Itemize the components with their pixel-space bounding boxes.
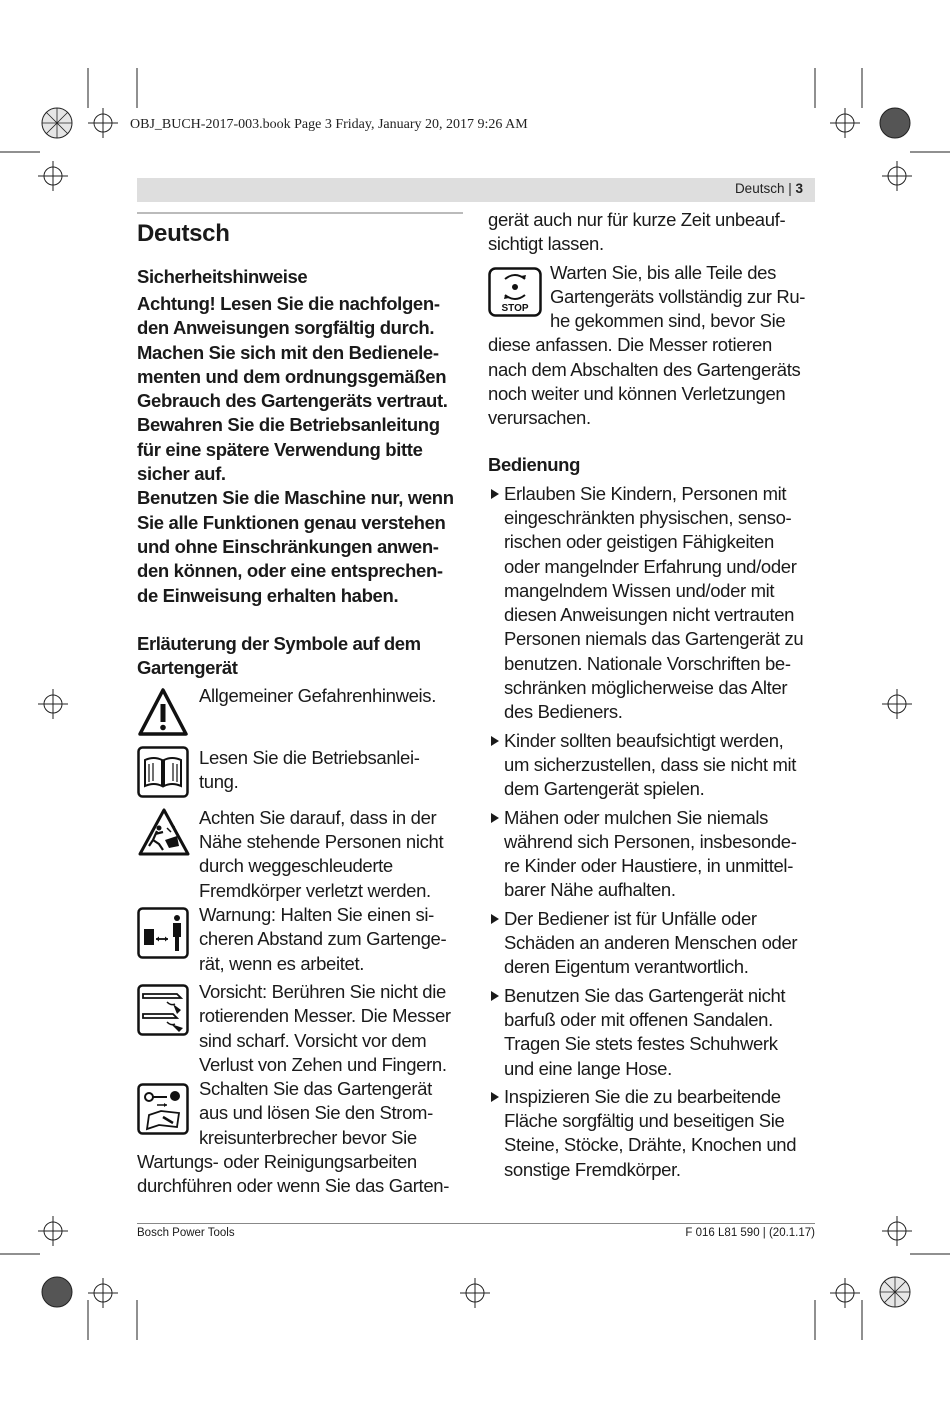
bullet-line: während sich Personen, insbesonde-: [504, 830, 797, 852]
symbol-line: Gartengeräts vollständig zur Ru-: [550, 285, 806, 307]
bullet-line: Schäden an anderen Menschen oder: [504, 932, 798, 954]
warning-line: den können, oder eine entsprechen-: [137, 560, 443, 582]
symbol-line: cheren Abstand zum Gartenge-: [199, 928, 447, 950]
bullet-line: Benutzen Sie das Gartengerät nicht: [504, 984, 786, 1006]
warning-line: Machen Sie sich mit den Bedienele-: [137, 341, 439, 363]
bullet-line: und eine lange Hose.: [504, 1057, 672, 1079]
bullet-line: Der Bediener ist für Unfälle oder: [504, 907, 757, 929]
symbols-heading-line: Erläuterung der Symbole auf dem: [137, 632, 421, 654]
print-info: OBJ_BUCH-2017-003.book Page 3 Friday, January 20, 2017 9:26 AM: [130, 117, 528, 132]
continuation-line: durchführen oder wenn Sie das Garten-: [137, 1175, 450, 1197]
bullet-line: Fläche sorgfältig und beseitigen Sie: [504, 1110, 785, 1132]
bullet-line: deren Eigentum verantwortlich.: [504, 956, 749, 978]
symbol-line: sind scharf. Vorsicht vor dem: [199, 1029, 427, 1051]
continuation-line: diese anfassen. Die Messer rotieren: [488, 334, 772, 356]
bullet-line: oder mangelnder Erfahrung und/oder: [504, 555, 797, 577]
safety-heading: Sicherheitshinweise: [137, 266, 308, 287]
symbol-line: tung.: [199, 771, 239, 793]
symbol-line: rät, wenn es arbeitet.: [199, 952, 365, 974]
footer-brand: Bosch Power Tools: [137, 1227, 235, 1239]
warning-line: menten und dem ordnungsgemäßen: [137, 365, 447, 387]
warning-line: Gebrauch des Gartengeräts vertraut.: [137, 390, 448, 412]
bullet-line: Personen niemals das Gartengerät zu: [504, 628, 804, 650]
bullet-line: Kinder sollten beaufsichtigt werden,: [504, 729, 784, 751]
footer-doc-number: F 016 L81 590 | (20.1.17): [685, 1227, 815, 1239]
symbol-line: Nähe stehende Personen nicht: [199, 831, 444, 853]
operation-heading: Bedienung: [488, 453, 580, 475]
bullet-line: barfuß oder mit offenen Sandalen.: [504, 1008, 773, 1030]
symbol-line: durch weggeschleuderte: [199, 855, 393, 877]
symbol-line: Warnung: Halten Sie einen si-: [199, 904, 434, 926]
warning-line: Benutzen Sie die Maschine nur, wenn: [137, 487, 454, 509]
warning-line: für eine spätere Verwendung bitte: [137, 438, 423, 460]
bullet-line: re Kinder oder Haustiere, in unmittel-: [504, 855, 794, 877]
stop-label: STOP: [501, 302, 529, 314]
continuation-line: Wartungs- oder Reinigungsarbeiten: [137, 1151, 417, 1173]
symbol-line: Verlust von Zehen und Fingern.: [199, 1053, 447, 1075]
bullet-line: eingeschränkten physischen, senso-: [504, 506, 792, 528]
bullet-line: sonstige Fremdkörper.: [504, 1158, 681, 1180]
header-language: Deutsch: [734, 181, 785, 196]
warning-line: de Einweisung erhalten haben.: [137, 584, 399, 606]
bullet-line: mangelndem Wissen und/oder mit: [504, 579, 775, 601]
page-number: 3: [795, 181, 803, 196]
symbol-line: kreisunterbrecher bevor Sie: [199, 1126, 417, 1148]
continuation-line: sichtigt lassen.: [488, 233, 604, 255]
bullet-line: schränken möglicherweise das Alter: [504, 677, 788, 699]
symbol-line: Allgemeiner Gefahrenhinweis.: [199, 684, 436, 706]
bullet-line: um sicherzustellen, dass sie nicht mit: [504, 753, 797, 775]
bullet-line: Erlauben Sie Kindern, Personen mit: [504, 482, 787, 504]
continuation-line: verursachen.: [488, 407, 591, 429]
bullet-line: Inspizieren Sie die zu bearbeitende: [504, 1085, 781, 1107]
symbol-line: Lesen Sie die Betriebsanlei-: [199, 746, 420, 768]
bullet-line: benutzen. Nationale Vorschriften be-: [504, 652, 791, 674]
bullet-line: dem Gartengerät spielen.: [504, 778, 705, 800]
symbol-line: Fremdkörper verletzt werden.: [199, 879, 431, 901]
bullet-line: des Bedieners.: [504, 701, 623, 723]
warning-line: sicher auf.: [137, 463, 226, 485]
bullet-line: diesen Anweisungen nicht vertrauten: [504, 604, 795, 626]
continuation-line: gerät auch nur für kurze Zeit unbeauf-: [488, 209, 786, 230]
warning-line: den Anweisungen sorgfältig durch.: [137, 317, 435, 339]
symbol-line: he gekommen sind, bevor Sie: [550, 310, 786, 332]
bullet-line: rischen oder geistigen Fähigkeiten: [504, 531, 774, 553]
symbol-line: rotierenden Messer. Die Messer: [199, 1005, 451, 1027]
symbol-line: Vorsicht: Berühren Sie nicht die: [199, 980, 446, 1002]
symbol-line: Warten Sie, bis alle Teile des: [550, 261, 777, 283]
bullet-line: Steine, Stöcke, Drähte, Knochen und: [504, 1134, 797, 1156]
warning-line: Sie alle Funktionen genau verstehen: [137, 511, 446, 533]
warning-line: Bewahren Sie die Betriebsanleitung: [137, 414, 440, 436]
bullet-line: Tragen Sie stets festes Schuhwerk: [504, 1033, 778, 1055]
symbol-line: Achten Sie darauf, dass in der: [199, 806, 437, 828]
symbol-line: aus und lösen Sie den Strom-: [199, 1102, 433, 1124]
symbols-heading-line: Gartengerät: [137, 656, 238, 678]
symbol-line: Schalten Sie das Gartengerät: [199, 1078, 432, 1100]
header-separator: |: [784, 181, 796, 196]
warning-line: und ohne Einschränkungen anwen-: [137, 535, 439, 557]
warning-line: Achtung! Lesen Sie die nachfolgen-: [137, 293, 440, 314]
continuation-line: nach dem Abschalten des Gartengeräts: [488, 358, 801, 380]
page-title: Deutsch: [137, 220, 230, 247]
bullet-line: barer Nähe aufhalten.: [504, 879, 676, 901]
continuation-line: noch weiter und können Verletzungen: [488, 383, 786, 405]
bullet-line: Mähen oder mulchen Sie niemals: [504, 806, 769, 828]
